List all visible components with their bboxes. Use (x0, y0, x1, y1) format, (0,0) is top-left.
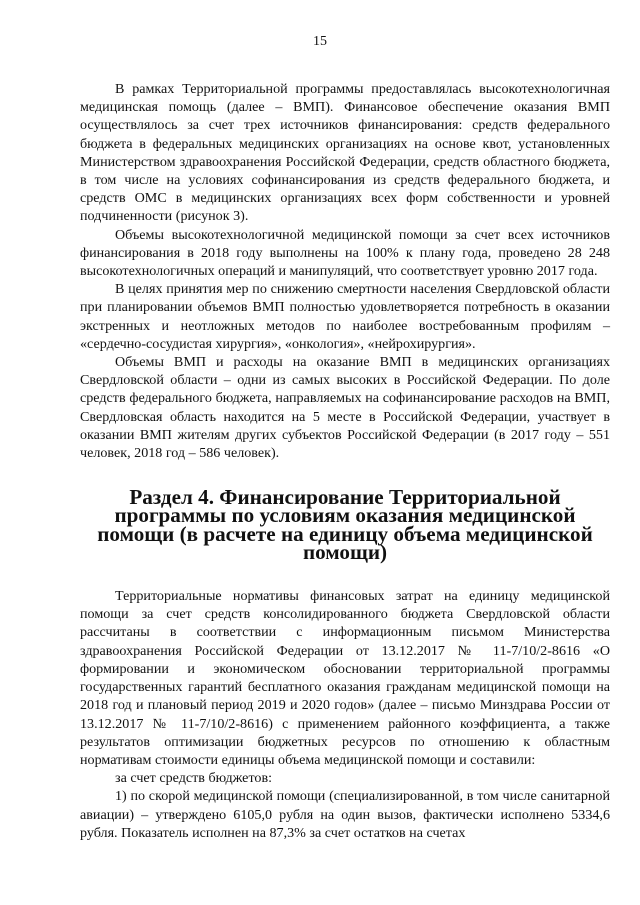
paragraph-normatives: Территориальные нормативы финансовых затрат на единицу медицинской помощи за счет средств консолидированного бюджета Свердловской области рассчитаны в соответствии с информационным письмом Министерства здравоохранения Российской Федерации от 13.12.2017 № 11-7/10/2-8616 «О формировании и экономическом обосновании территориальной программы государственных гарантий бесплатного оказания гражданам медицинской помощи на 2018 год и плановый период 2019 и 2020 годов» (далее – письмо Минздрава России от 13.12.2017 № 11-7/10/2-8616) с применением районного коэффициента, а также результатов оптимизации бюджетных ресурсов по отношению к областным нормативам стоимости единицы объема медицинской помощи и составили: (80, 588, 610, 768)
document-body (80, 80, 610, 842)
page-number: 15 (313, 34, 327, 49)
paragraph-vmp-volumes: Объемы высокотехнологичной медицинской помощи за счет всех источников финансирования в 2018 году выполнены на 100% к плану года, проведено 28 248 высокотехнологичных операций и манипуляций, что соответствует уровню 2017 года. (80, 226, 610, 280)
paragraph-emergency-care: 1) по скорой медицинской помощи (специализированной, в том числе санитарной авиации) – утверждено 6105,0 рубля на один вызов, фактически исполнено 5334,6 рубля. Показатель исполнен на 87,3% за счет остатков на счетах (80, 788, 610, 841)
paragraph-vmp-federal-share: Объемы ВМП и расходы на оказание ВМП в медицинских организациях Свердловской области – одни из самых высоких в Российской Федерации. По доле средств федерального бюджета, направляемых на софинансирование расходов на ВМП, Свердловская область находится на 5 месте в Российской Федерации, участвует в оказании ВМП жителям других субъектов Российской Федерации (в 2017 году – 551 человек, 2018 год – 586 человек). (80, 354, 610, 462)
paragraph-mortality-measures: В целях принятия мер по снижению смертности населения Свердловской области при планировании объемов ВМП полностью удовлетворяется потребность в оказании экстренных и неотложных методов по наиболее востребованным профилям – «сердечно-сосудистая хирургия», «онкология», «нейрохирургия». (80, 281, 610, 352)
paragraph-vmp-intro: В рамках Территориальной программы предоставлялась высокотехнологичная медицинская помощь (далее – ВМП). Финансовое обеспечение оказания ВМП осуществлялось за счет трех источников финансирования: средств федерального бюджета в федеральных медицинских организациях на основе квот, установленных Министерством здравоохранения Российской Федерации, средств областного бюджета, в том числе на условиях софинансирования из средств федерального бюджета, и средств ОМС в медицинских организациях всех форм собственности и уровней подчиненности (рисунок 3). (80, 81, 610, 225)
paragraph-budget-funds: за счет средств бюджетов: (115, 770, 273, 787)
section-heading: Раздел 4. Финансирование Территориальной программы по условиям оказания медицинской помощи (в расчете на единицу объема медицинской помощи) (97, 485, 593, 564)
